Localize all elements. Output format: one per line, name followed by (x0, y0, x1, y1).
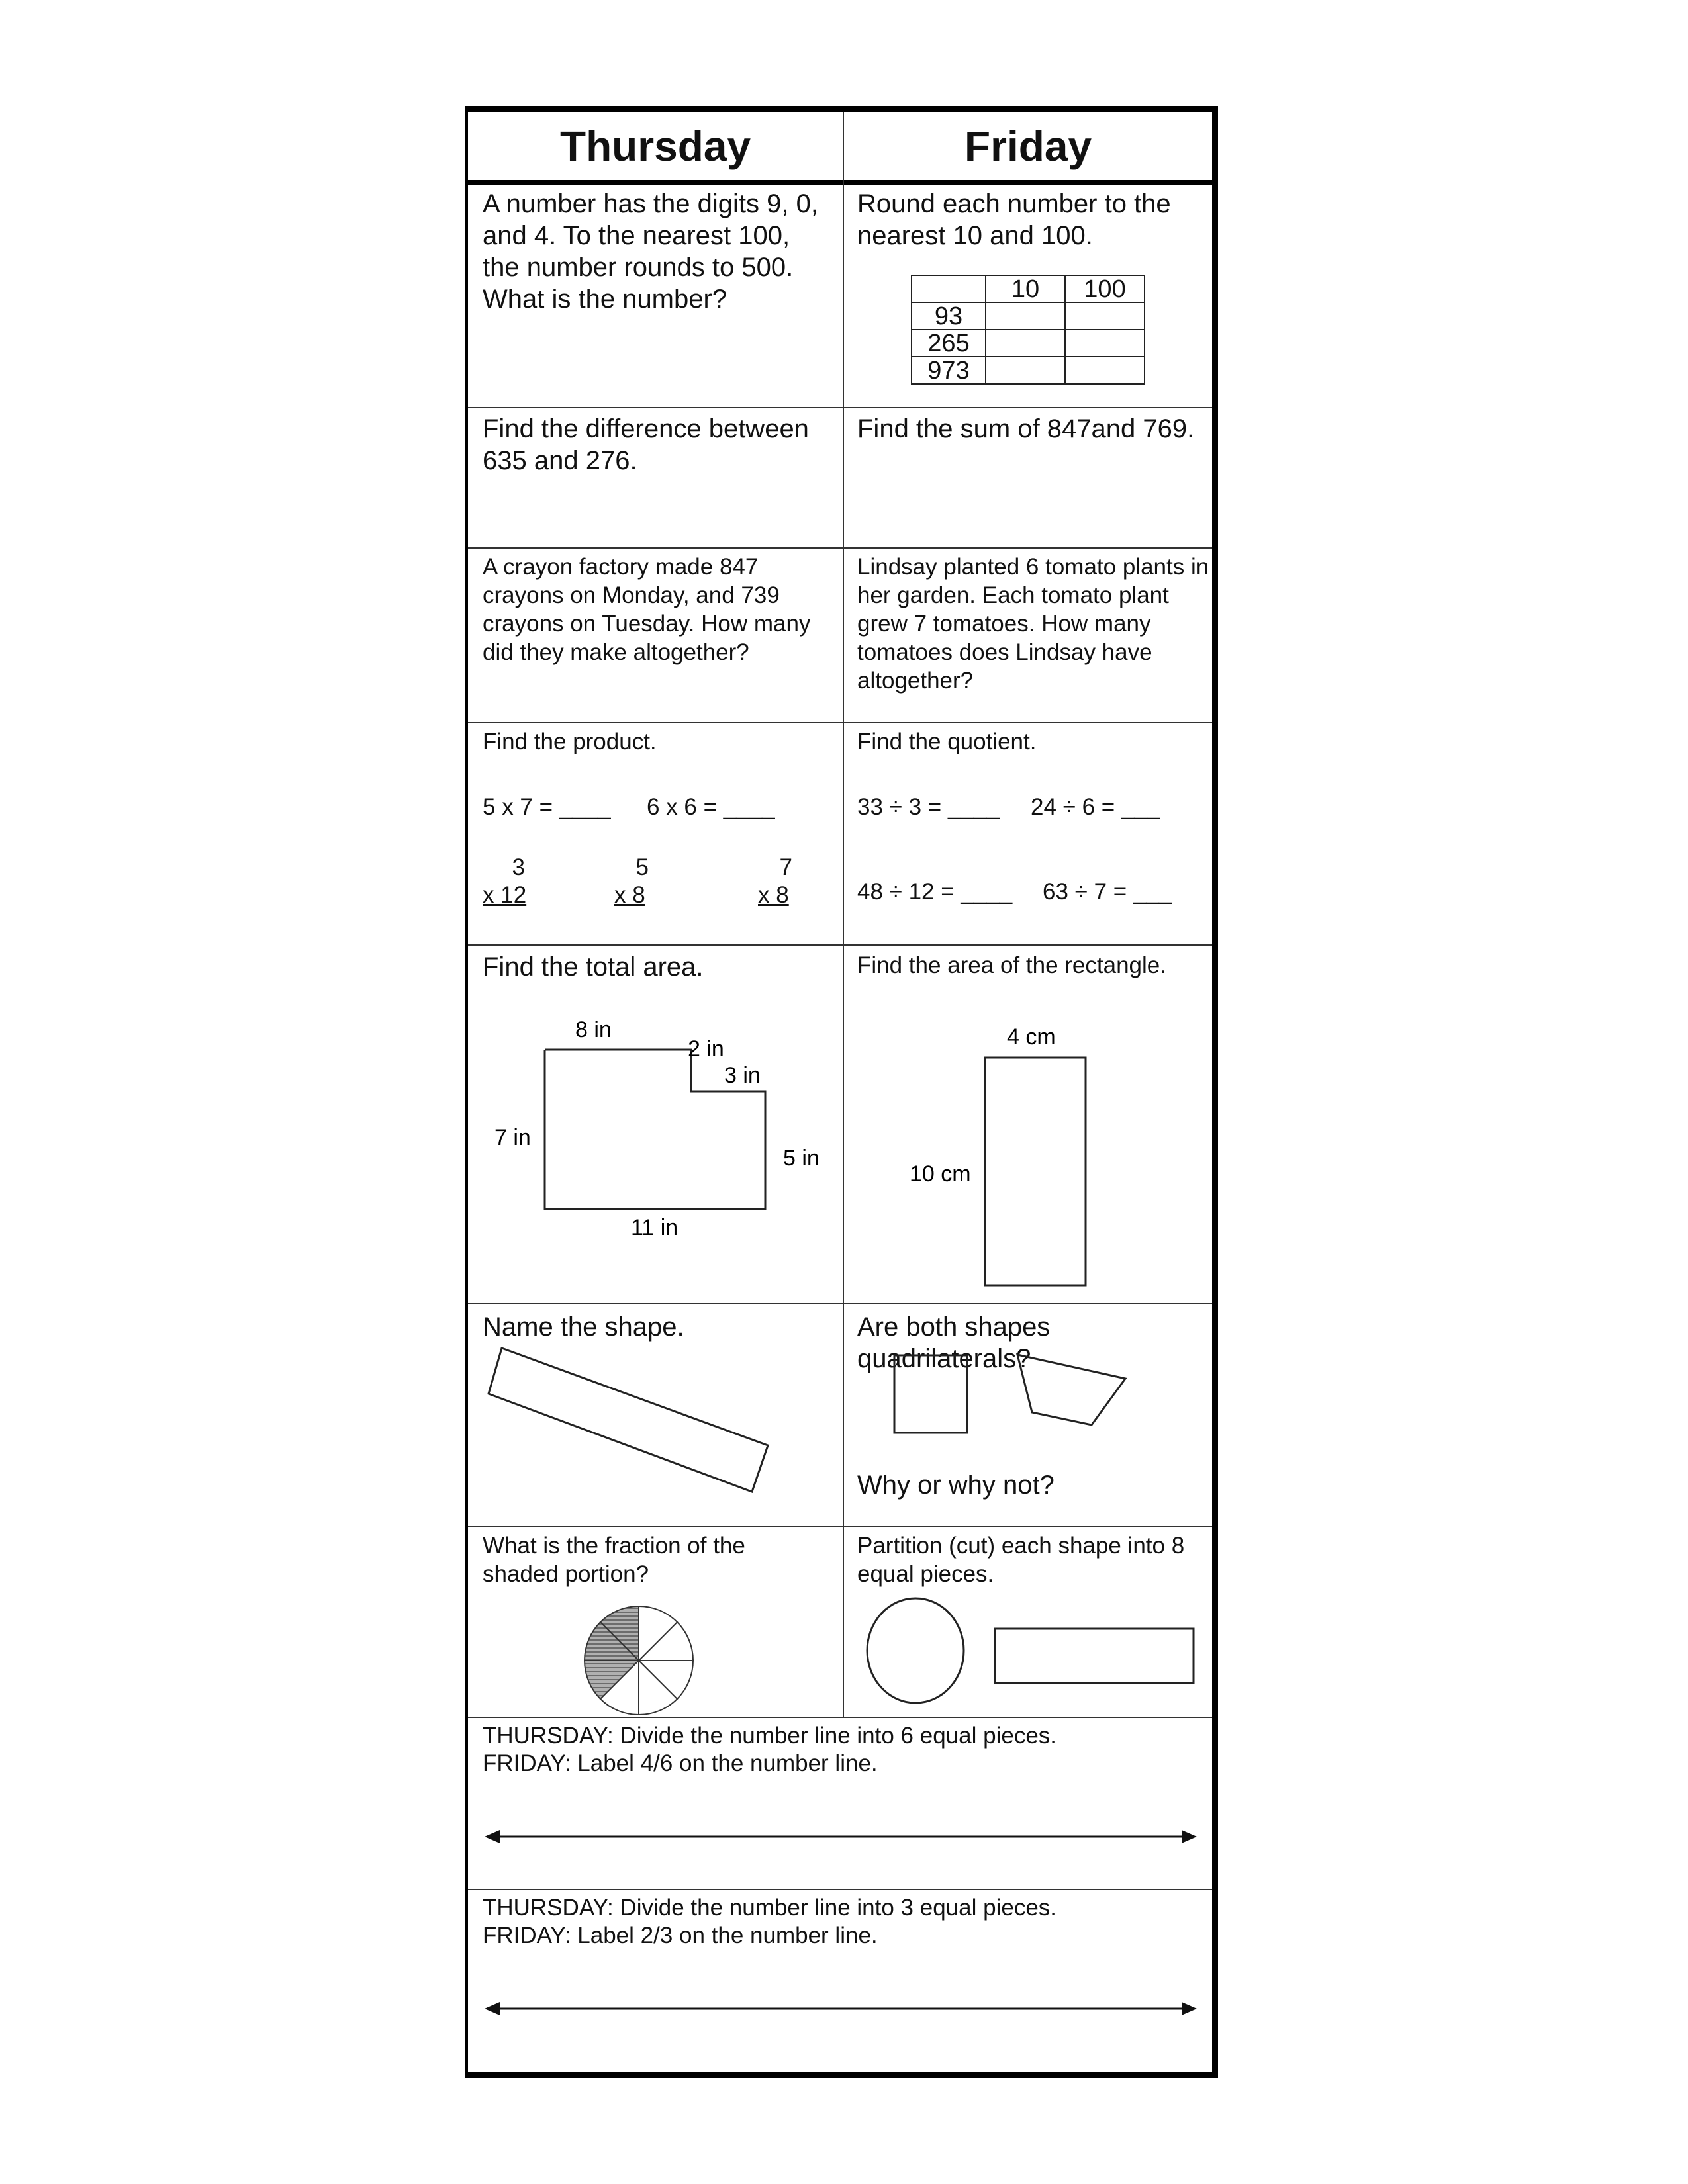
row-divider (468, 407, 1212, 408)
mult-bottom-3: x 8 (758, 882, 789, 908)
fri-sum-question: Find the sum of 847and 769. (857, 414, 1195, 443)
fraction-circle (468, 1527, 843, 1717)
thu-difference-question: Find the difference between 635 and 276. (483, 414, 809, 475)
row-divider (468, 722, 1212, 723)
rounding-row-973: 973 (912, 357, 986, 384)
thu-area-title: Find the total area. (483, 952, 704, 981)
fri-quotient-title: Find the quotient. (857, 729, 1037, 754)
mult-top-1-digit: 3 (512, 854, 525, 880)
partition-rectangle (995, 1629, 1194, 1683)
fri-div-eq-4: 63 ÷ 7 = ___ (1043, 879, 1172, 905)
thu-rounding-question: A number has the digits 9, 0, and 4. To the nearest 100, the number rounds to 500. What is the number? (483, 189, 818, 314)
thu-mult-eq-2: 6 x 6 = ____ (647, 794, 775, 820)
mult-bottom-2: x 8 (614, 882, 645, 908)
row8-thursday-instruction: THURSDAY: Divide the number line into 6 equal pieces. (483, 1723, 1057, 1749)
rectangle-outline (985, 1058, 1086, 1285)
number-line-2 (468, 1889, 1213, 2075)
rounding-table-corner (912, 275, 986, 302)
rect-height-label: 10 cm (910, 1161, 971, 1187)
number-line-1-right-arrow (1182, 1830, 1197, 1843)
l-shape-left-label: 7 in (494, 1125, 531, 1150)
l-shape-notch-top-label: 2 in (688, 1036, 724, 1062)
row8-friday-instruction: FRIDAY: Label 4/6 on the number line. (483, 1751, 878, 1776)
l-shape-notch-side-label: 3 in (724, 1063, 761, 1088)
rounding-answer-cell[interactable] (986, 357, 1065, 384)
rounding-col-10: 10 (986, 275, 1065, 302)
fri-quadrilateral-question: Are both shapes quadrilaterals? (857, 1312, 1051, 1373)
number-line-2-left-arrow (485, 2002, 500, 2015)
mult-top-1 (483, 853, 534, 882)
mult-top-2: 5 (635, 854, 649, 880)
fri-div-eq-3: 48 ÷ 12 = ____ (857, 879, 1013, 905)
friday-header: Friday (964, 122, 1092, 170)
l-shape-figure (468, 945, 843, 1302)
rounding-answer-cell[interactable] (986, 330, 1065, 357)
thursday-header: Thursday (559, 122, 751, 170)
fri-rect-area-title: Find the area of the rectangle. (857, 952, 1166, 978)
number-line-2-right-arrow (1182, 2002, 1197, 2015)
rounding-answer-cell[interactable] (1065, 357, 1145, 384)
worksheet-table (465, 106, 1218, 2078)
rounding-col-100: 100 (1065, 275, 1145, 302)
fri-why-question: Why or why not? (857, 1471, 1055, 1500)
fri-partition-question: Partition (cut) each shape into 8 equal pieces. (857, 1533, 1185, 1587)
rotated-rectangle-figure (468, 1304, 843, 1526)
mult-top-3: 7 (779, 854, 792, 880)
trapezoid-shape (1017, 1355, 1125, 1425)
fri-tomato-question: Lindsay planted 6 tomato plants in her garden. Each tomato plant grew 7 tomatoes. How many tomatoes does Lindsay have altogether? (857, 554, 1209, 694)
mult-bottom-1: x 12 (483, 882, 527, 908)
rounding-row-265: 265 (912, 330, 986, 357)
rounding-answer-cell[interactable] (986, 302, 1065, 330)
fri-div-eq-2: 24 ÷ 6 = ___ (1031, 794, 1160, 820)
square-shape (894, 1355, 967, 1433)
l-shape-bottom-label: 11 in (631, 1215, 679, 1240)
l-shape-right-label: 5 in (783, 1146, 820, 1171)
rect-width-label: 4 cm (1007, 1024, 1056, 1050)
fri-rounding-question: Round each number to the nearest 10 and 100. (857, 189, 1171, 250)
partition-circle (867, 1598, 964, 1703)
thu-fraction-question: What is the fraction of the shaded portion? (483, 1533, 745, 1587)
number-line-1 (468, 1717, 1213, 1888)
rounding-table (911, 275, 1145, 385)
row9-friday-instruction: FRIDAY: Label 2/3 on the number line. (483, 1923, 878, 1948)
rectangle-figure (843, 945, 1213, 1302)
row-divider (468, 547, 1212, 549)
header-divider (468, 180, 1212, 185)
thu-name-shape-title: Name the shape. (483, 1312, 684, 1342)
partition-shapes (843, 1527, 1213, 1717)
number-line-1-left-arrow (485, 1830, 500, 1843)
thu-mult-eq-1: 5 x 7 = ____ (483, 794, 611, 820)
rounding-answer-cell[interactable] (1065, 330, 1145, 357)
fri-div-eq-1: 33 ÷ 3 = ____ (857, 794, 1000, 820)
rounding-row-93: 93 (912, 302, 986, 330)
thu-product-title: Find the product. (483, 729, 657, 754)
l-shape-top-label: 8 in (575, 1017, 612, 1042)
rounding-answer-cell[interactable] (1065, 302, 1145, 330)
thu-crayon-question: A crayon factory made 847 crayons on Monday, and 739 crayons on Tuesday. How many did they make altogether? (483, 554, 811, 665)
rotated-rectangle (489, 1348, 768, 1492)
row9-thursday-instruction: THURSDAY: Divide the number line into 3 equal pieces. (483, 1895, 1057, 1921)
